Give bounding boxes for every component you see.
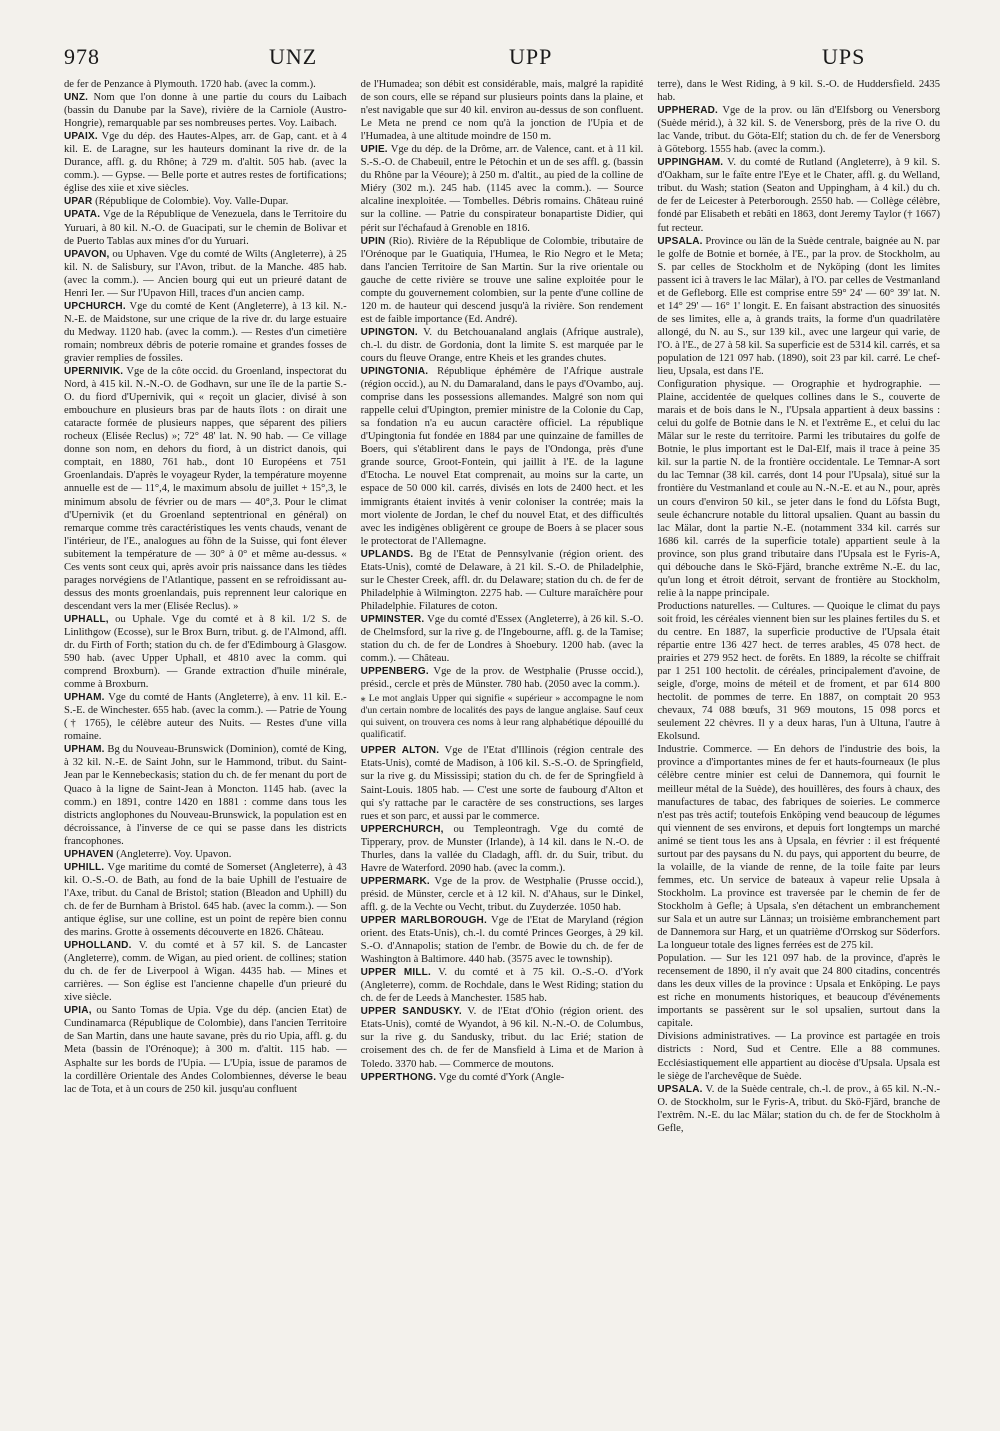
entry-text: Vge du comté d'Essex (Angleterre), à 26 kil. S.-O. de Chelmsford, sur la rive g. de l'Ingebourne, affl. g. de la Tamise; station du ch. de fer de Londres à Shoebury. 1200 hab. (avec la comm.). — Château. — [360, 613, 644, 665]
dictionary-entry — [64, 365, 347, 613]
entry-text: Vge de la prov. de Westphalie (Prusse occid.), présid. de Münster, cercle et à 12 kil. N. d'Ahaus, sur le Dinkel, affl. g. de la Vechte ou Vecht, tribut. du Zuyderzée. 1050 hab. — [360, 875, 644, 913]
entry-text: Industrie. Commerce. — En dehors de l'industrie des bois, la province a d'importantes mines de fer et hauts-fourneaux (le plus célèbre centre minier est celui de Dannemora, qui fournit le meilleur métal de la Suède), des houillères, des fours à chaux, des manufactures de tabac, des fabriques de soieries. Le commerce n'est pas très actif; toutefois Enköping vend beaucoup de légumes qui viennent de ses environs, et depuis fort longtemps un marché animé se tient tous les ans à Upsala, en février : il est fréquenté surtout par des paysans du N. du pays, qui apportent du beurre, de la volaille, de la viande de renne, de la toile faite par leurs femmes, etc. Un service de bateaux à vapeur relie Upsala à Stockholm. La province est traversée par le chemin de fer de Stockholm à Gefle; à Upsala, s'en détachent un embranchement sur Sala et un autre sur Lännaз; un troisième embranchement part de Dannemora sur Harg, et un quatrième d'Orrskog sur Söderfors. La longueur totale des lignes ferrées est de 275 kil. — [657, 744, 941, 952]
entry-text: Configuration physique. — Orographie et hydrographie. — Plaine, accidentée de quelques collines dans le S., couverte de marais et de bois dans le N., l'Upsala appartient à deux bassins : celui du golfe de Botnie dans le N. et l'extrême E., et celui du lac Mälar sur le reste du territoire. Parmi les tributaires du golfe de Botnie, le plus important est le Dal-Elf, mais il trace à peine 35 kil. sur la partie N. de la frontière occidentale. Le Temnar-A sort du lac Temnar (38 kil. carrés, dont 14 pour l'Upsala), situé sur la frontière du Vestmanland et coule au N.-N.-E. et au N., pour, après un cours d'environ 50 kil., se jeter dans le fond du Löfsta Bugt, seule échancrure notable du littoral upsalien. Quant au bassin du lac Mälar, dont la partie N.-E. (notamment 334 kil. carrés sur 1686 kil. carrés de la superficie totale) appartient seule à la province, son plus grand tributaire dans l'Upsala est le Fyris-A, qui débouche dans le Skö-Fjärd, branche extrême N.-E. du lac, qu'un long et étroit détroit, servant de frontière au Stockholm, relie à la nappe principale. — [657, 379, 941, 599]
entry-headword: UPSALA. — [657, 1083, 703, 1095]
entry-text: Population. — Sur les 121 097 hab. de la province, d'après le recensement de 1890, il n'y avait que 24 800 citadins, concentrés dans les deux villes de la province : Upsala et Enköping. Le pays est riche en monuments historiques, et beaucoup d'événements importants se passèrent sur le sol upsalien, surtout dans la capitale. — [657, 953, 941, 1030]
entry-headword: UPPER SANDUSKY. — [360, 1006, 462, 1018]
entry-text: ou Uphale. Vge du comté et à 8 kil. 1/2 S. de Linlithgow (Ecosse), sur le Brox Burn, tribut. g. de l'Almond, affl. dr. du Firth of Forth; station du ch. de fer d'Edimbourg à Glasgow. 590 hab. (avec Upper Uphall, et 4810 avec la comm. qui comprend Broxburn). — Grande extraction d'huile minérale, comme à Broxburn. — [64, 613, 347, 691]
entry-headword: UPPERCHURCH, — [360, 823, 444, 835]
entry-text: Divisions administratives. — La province est partagée en trois districts : Nord, Sud et Centre. Elle a 88 communes. Ecclésiastiquement elle appartient au diocèse d'Upsala. Upsala est le siège de l'archevêque de Suède. — [657, 1031, 941, 1082]
entry-headword: UPHAM. — [64, 692, 105, 704]
dictionary-entry — [657, 600, 940, 744]
entry-text: V. de la Suède centrale, ch.-l. de prov., à 65 kil. N.-N.-O. de Stockholm, sur le Fyris-A, tribut. du Skö-Fjärd, branche de l'extrêm. N.-E. du lac Mälar; station du ch. de fer de Stockholm à Gefle, — [657, 1083, 941, 1134]
entry-text: Vge maritime du comté de Somerset (Angleterre), à 43 kil. O.-S.-O. de Bath, au fond de la baie Uphill de l'estuaire de l'Axe, tribut. du Canal de Bristol; station (Bleadon and Uphill) du ch. de fer de Burnham à Bristol. 645 hab. (avec la comm.). — Son antique église, sur une colline, est un point de repère bien connu des marins. Grotte à ossements découverte en 1826. Château. — [64, 861, 347, 939]
dictionary-entry — [64, 208, 347, 247]
entry-text: ou Uphaven. Vge du comté de Wilts (Angleterre), à 25 kil. N. de Salisbury, sur l'Avon, tribut. de la Manche. 485 hab. (avec la comm.). — Ancien bourg qui eut un prieuré datant de Henri Ier. — Sur l'Upavon Hill, traces d'un ancien camp. — [64, 248, 347, 299]
running-head-left: UNZ — [269, 44, 318, 69]
entry-text: Bg de l'Etat de Pennsylvanie (région orient. des Etats-Unis), comté de Delaware, à 21 kil. S.-O. de Philadelphie, sur le Chester Creek, affl. dr. du Delaware; station du ch. de fer de Philadelphie à Wilmington. 2275 hab. — Culture maraîchère pour Philadelphie. Filatures de coton. — [360, 548, 644, 612]
dictionary-entry — [64, 848, 347, 861]
entry-headword: UPIE. — [360, 144, 388, 156]
column-middle — [361, 78, 644, 1418]
entry-headword: UPAR — [64, 196, 93, 208]
entry-headword: UPHALL, — [64, 613, 109, 625]
column-left — [64, 78, 347, 1418]
entry-text: Nom que l'on donne à une partie du cours du Laibach (bassin du Danube par la Save), rivière de la Carniole (Austro-Hongrie), remarquable par ses nombreuses pertes. Voy. Laibach. — [64, 92, 347, 130]
entry-text: (République de Colombie). Voy. Valle-Dupar. — [95, 196, 289, 208]
dictionary-entry — [64, 743, 347, 847]
dictionary-entry — [64, 195, 347, 208]
entry-headword: UPHILL. — [64, 861, 105, 873]
entry-text: Vge de l'Etat de Maryland (région orient. des Etats-Unis), ch.-l. du comté Princes Georges, à 29 kil. S.-O. d'Annapolis; station de l'embr. de Bowie du ch. de fer de Washington à Baltimore. 440 hab. (3575 avec le township). — [360, 915, 644, 966]
entry-headword: UPIN — [360, 235, 386, 247]
entry-text: ou Santo Tomas de Upia. Vge du dép. (ancien Etat) de Cundinamarca (République de Colombie), dans l'ancien Territoire de San Martin, dans une haute savane, près du rio Upia, affl. g. du Meta (bassin de l'Orénoque); à 300 m. d'altit. 115 hab. — Asphalte sur les bords de l'Upia. — L'Upia, issue de paramos de la cordillère Orientale des Andes Colombiennes, déverse le beau lac de Tota, et à un cours de 250 kil. jusqu'au confluent — [64, 1005, 347, 1095]
entry-headword: UPHAVEN — [64, 848, 114, 860]
dictionary-entry — [64, 861, 347, 939]
entry-text: V. de l'Etat d'Ohio (région orient. des Etats-Unis), comté de Wyandot, à 96 kil. N.-N.-O. de Columbus, sur la rive g. du Sandusky, tribut. du lac Erié; station de croisement des ch. de fer de Mansfield à Lima et de Marion à Toledo. 3370 hab. — Commerce de moutons. — [360, 1006, 644, 1070]
dictionary-entry — [657, 1030, 940, 1082]
entry-headword: UPSALA. — [657, 235, 703, 247]
dictionary-entry — [361, 548, 644, 613]
entry-text: Vge de la prov. de Westphalie (Prusse occid.), présid., cercle et près de Münster. 780 hab. (2050 avec la comm.). — [360, 666, 644, 691]
dictionary-entry — [361, 966, 644, 1005]
dictionary-entry — [64, 300, 347, 365]
text-columns — [64, 78, 940, 1418]
dictionary-entry — [361, 78, 644, 143]
entry-headword: UPIA, — [64, 1005, 92, 1017]
dictionary-entry — [361, 744, 644, 822]
entry-headword: UPAIX. — [64, 131, 98, 143]
entry-text: Bg du Nouveau-Brunswick (Dominion), comté de King, à 32 kil. N.-E. de Saint John, sur le Hammond, tribut. du Saint-Jean par le Kennebeckasis; station du ch. de fer menant du port de Quaco à la ligne de Saint-Jean à Moncton. 1145 hab. (avec la comm.) en 1891, contre 1420 en 1881 : comme dans tous les districts anglophones du Nouveau-Brunswick, la population est en décroissance, à l'inverse de ce qui se passe dans les districts francophones. — [64, 744, 347, 847]
entry-headword: UPPER MILL. — [360, 967, 431, 979]
entry-text: V. du comté et à 57 kil. S. de Lancaster (Angleterre), comm. de Wigan, au pied orient. de collines; station du ch. de fer de Liverpool à Wigan. 4435 hab. — Mines et carrières. — Son église est l'ancienne chapelle d'un prieuré du xive siècle. — [64, 940, 347, 1004]
dictionary-entry — [361, 613, 644, 665]
entry-text: Vge du dép. des Hautes-Alpes, arr. de Gap, cant. et à 4 kil. E. de Laragne, sur les hauteurs dominant la rive dr. de la Durance, affl. g. du Rhône; à 729 m. d'altit. 505 hab. (avec la comm.). — Gypse. — Belle porte et autres restes de fortifications; église des xiie et xive siècles. — [64, 131, 347, 195]
dictionary-entry — [657, 78, 940, 104]
entry-headword: UPPINGHAM. — [657, 157, 724, 169]
entry-headword: UPHOLLAND. — [64, 940, 132, 952]
entry-headword: UPAVON, — [64, 248, 110, 260]
entry-headword: UPPER MARLBOROUGH. — [360, 915, 487, 926]
entry-headword: UPPHERAD. — [657, 105, 719, 117]
entry-headword: UPHAM. — [64, 744, 105, 756]
dictionary-entry — [657, 952, 940, 1030]
entry-text: Vge de la République de Venezuela, dans le Territoire du Yuruari, à 80 kil. N.-O. de Guacipati, sur le chemin de Bolivar et de Puerto Tablas aux mines d'or du Yuruari. — [64, 209, 347, 247]
entry-text: V. du comté de Rutland (Angleterre), à 9 kil. S. d'Oakham, sur le faîte entre l'Eye et le Chater, affl. g. du Welland, tribut. du Wash; station (Seaton and Uppingham, à 4 kil.) du ch. de fer de Leicester à Peterborough. 2550 hab. — Collège célèbre, fondé par Elisabeth et rebâti en 1863, dont Jeremy Taylor († 1667) fut recteur. — [657, 157, 941, 234]
entry-headword: UPERNIVIK. — [64, 366, 124, 378]
entry-text: Vge de la prov. ou län d'Elfsborg ou Venersborg (Suède mérid.), à 32 kil. S. de Venersborg, près de la rive O. du lac Vande, tribut. du Göta-Elf; station du ch. de fer de Venersborg à Göteborg. 1555 hab. (avec la comm.). — [657, 105, 941, 156]
dictionary-entry — [657, 235, 940, 379]
entry-headword: UPPERMARK. — [360, 875, 430, 887]
dictionary-entry — [64, 691, 347, 743]
entry-text: République éphémère de l'Afrique australe (région occid.), au N. du Damaraland, dans le pays d'Ovambo, auj. comprise dans les possessions allemandes. Malgré son nom qui rappelle celui d'Upington, premier ministre de la Colonie du Cap, sa fondation n'a eu aucun caractère officiel. La république d'Upingtonia fut fondée en 1884 par une quinzaine de familles de Boers, qui s'établirent dans le pays de l'Ondonga, près d'une grande source, Groot-Fontein, qui jaillit à l'E. de la lagune d'Etocha. Le nouvel Etat comprenait, au moins sur la carte, un espace de 50 000 kil. carrés, divisés en lots de 2400 hect. et les immigrants étaient invités à venir coloniser la contrée; mais la mort violente de Jordan, le chef du nouvel Etat, et des difficultés avec les indigènes obligèrent ce groupe de Boers à se placer sous le protectorat de l'Allemagne. — [360, 366, 644, 547]
dictionary-entry — [64, 613, 347, 691]
entry-text: V. du comté et à 75 kil. O.-S.-O. d'York (Angleterre), comm. de Rochdale, dans le West Riding; station du ch. de fer de Leeds à Manchester. 1585 hab. — [360, 967, 644, 1005]
dictionary-entry — [64, 130, 347, 195]
dictionary-entry — [64, 248, 347, 300]
dictionary-entry — [64, 1004, 347, 1095]
entry-text: (Angleterre). Voy. Upavon. — [116, 848, 232, 860]
dictionary-entry — [361, 823, 644, 875]
entry-text: Vge de la côte occid. du Groenland, inspectorat du Nord, à 415 kil. N.-N.-O. de Godhavn, sur une île de la partie S.-O. du fiord d'Upernivik, qui « reçoit un glacier, divisé à son embouchure en plusieurs bras par de hauts îlots : on dirait une cataracte formée de plusieurs nappes, que séparent des piliers rocheux (Elisée Reclus) »; 72° 48' lat. N. 90 hab. — Ce village donne son nom, en dehors du fiord, à un district danois, qui comptait, en 1880, 761 hab., dont 10 Européens et 751 Groenlandais. D'après le voyageur Ryder, la température moyenne annuelle est de — 11°,4, le maximum absolu de juillet + 15°,3, le minimum absolu de février ou de mars — 40°,3. Pour le climat d'Upernivik (et du Groenland septentrional en général) on remarque comme très caractéristiques les vents chauds, venant de l'intérieur, de l'E., analogues au föhn de la Suisse, qui font élever subitement la température de — 30° à 0° et même au-dessus. « Ces vents sont ceux qui, après avoir pris naissance dans les tièdes parages norvégiens de l'Atlantique, passent en se refroidissant au-dessus des monts groenlandais, puis reprennent leur calorique en descendant vers la mer (Elisée Reclus). » — [64, 366, 347, 612]
entry-text: Vge du dép. de la Drôme, arr. de Valence, cant. et à 11 kil. S.-S.-O. de Chabeuil, entre le Pétochin et un de ses affl. g. (bassin du Rhône par la Véoure); à 250 m. d'altit., au pied de la colline de Miéry (302 m.). 245 hab. (1145 avec la comm.). — Source alcaline inexploitée. — Tombelles. Débris romains. Château ruiné sur la colline. — Patrie du conspirateur bonapartiste Didier, qui périt sur l'échafaud à Grenoble en 1816. — [360, 144, 644, 234]
entry-text: de fer de Penzance à Plymouth. 1720 hab. (avec la comm.). — [64, 79, 316, 90]
dictionary-entry — [64, 78, 347, 91]
entry-text: terre), dans le West Riding, à 9 kil. S.-O. de Huddersfield. 2435 hab. — [657, 79, 941, 104]
dictionary-entry — [361, 326, 644, 365]
entry-headword: UPCHURCH. — [64, 300, 126, 312]
dictionary-entry — [361, 1071, 644, 1084]
entry-text: Productions naturelles. — Cultures. — Quoique le climat du pays soit froid, les céréales viennent bien sur les plaines fertiles du S. et du centre. En 1887, la superficie productive de l'Upsala était répartie entre 136 427 hect. de terres arables, 45 078 hect. de prairies et 279 952 hect. de forêts. En 1889, la récolte se chiffrait par 1 251 100 hectolit. de céréales, principalement d'avoine, de seigle, d'orge, moins de méteil et de froment, et par 614 800 hectolit. de pommes de terre. En 1887, on comptait 20 953 chevaux, 74 088 bœufs, 31 969 moutons, 15 098 porcs et seulement 22 chèvres. Il y a deux haras, l'un à Ultuna, l'autre à Ekolsund. — [657, 600, 941, 743]
dictionary-entry — [361, 875, 644, 914]
entry-text: (Rio). Rivière de la République de Colombie, tributaire de l'Orénoque par le Guatiquia, l'Humea, le Rio Negro et le Meta; dans l'ancien Territoire de San Martin. Sur la rive orientale ou gauche de cette rivière se trouve une saline exploitée pour le compte du gouvernement colombien, sur la pente d'une colline de 120 m. de hauteur qui descend jusqu'à la rivière. Son rendement est de faible importance (Ed. André). — [360, 235, 644, 325]
dictionary-entry — [361, 914, 644, 966]
entry-headword: UPLANDS. — [360, 548, 414, 560]
entry-headword: UNZ. — [64, 92, 89, 104]
column-right — [657, 78, 940, 1418]
dictionary-entry — [361, 1005, 644, 1070]
dictionary-entry — [657, 104, 940, 156]
entry-text: Vge de l'Etat d'Illinois (région centrale des Etats-Unis), comté de Madison, à 106 kil. S.-S.-O. de Springfield, sur la rive g. du Mississipi; station du ch. de fer de Springfield à Saint-Louis. 1805 hab. — C'est une sorte de faubourg d'Alton et qui s'y rattache par le caractère de ses constructions, ses larges rues et son parc, et aussi par le commerce. — [360, 745, 644, 822]
dictionary-entry — [64, 91, 347, 130]
entry-headword: UPPENBERG. — [360, 666, 429, 678]
entry-headword: UPINGTON. — [360, 326, 418, 338]
entry-headword: UPPERTHONG. — [360, 1071, 437, 1083]
entry-text: Province ou län de la Suède centrale, baignée au N. par le golfe de Botnie et bornée, à l'E., par la prov. de Stockholm, au S. par celles de Stockholm et de Nyköping (dont les limites passent ici à travers le lac Mälar), à l'O. par celles de Vestmanland et de Gefleborg. Elle est comprise entre 59° 24' — 60° 39' lat. N. et 14° 29' — 16° 1' longit. E. En faisant abstraction des sinuosités de ses limites, elle a, à grands traits, la forme d'un quadrilatère allongé, du N. au S., sur 139 kil., avec une largeur qui varie, de l'O. à l'E., de 27 à 58 kil. Sa superficie est de 5314 kil. carrés, et sa population de 121 097 hab. (1890), soit 23 par kil. carré. Le chef-lieu, Upsala, est dans l'E. — [657, 235, 941, 378]
entry-headword: UPINGTONIA. — [360, 366, 429, 378]
page-number: 978 — [64, 44, 100, 69]
dictionary-entry — [657, 378, 940, 600]
entry-text: Vge du comté d'York (Angle- — [438, 1071, 565, 1083]
entry-headword: UPPER ALTON. — [360, 745, 440, 757]
dictionary-entry — [64, 939, 347, 1004]
dictionary-entry — [657, 1083, 940, 1135]
entry-text: Vge du comté de Hants (Angleterre), à env. 11 kil. E.-S.-E. de Winchester. 655 hab. (avec la comm.). — Patrie de Young († 1765), le célèbre auteur des Nuits. — Restes d'une villa romaine. — [64, 692, 347, 743]
dictionary-entry — [361, 665, 644, 691]
entry-text: V. du Betchouanaland anglais (Afrique australe), ch.-l. du distr. de Gordonia, dont la limite S. est marquée par le cours du fleuve Orange, entre Kheis et les grandes chutes. — [360, 326, 644, 364]
running-head-right: UPS — [822, 44, 866, 69]
entry-text: ou Templeontragh. Vge du comté de Tipperary, prov. de Munster (Irlande), à 14 kil. dans le N.-O. de Thurles, dans la vallée du Cladagh, affl. dr. du Suir, tribut. du Havre de Waterford. 2090 hab. (avec la comm.). — [360, 823, 644, 874]
running-head-center: UPP — [509, 44, 553, 69]
dictionary-entry — [361, 235, 644, 326]
dictionary-entry — [657, 156, 940, 234]
entry-text: ⁎ Le mot anglais Upper qui signifie « supérieur » accompagne le nom d'un certain nombre de localités des pays de langue anglaise. Sauf ceux qui suivent, on trouvera ces noms à leur rang alphabétique dépouillé du qualificatif. — [360, 693, 644, 740]
dictionary-entry — [361, 693, 644, 740]
entry-headword: UPMINSTER. — [360, 613, 425, 625]
dictionary-entry — [657, 743, 940, 952]
entry-text: Vge du comté de Kent (Angleterre), à 13 kil. N.-N.-E. de Maidstone, sur une crique de la rive dr. du large estuaire du Medway. 1120 hab. (avec la comm.). — Restes d'un cimetière romain; nombreux débris de poterie romaine et grandes fosses de gravier remplies de fossiles. — [64, 300, 347, 364]
dictionary-entry — [361, 365, 644, 548]
entry-text: de l'Humadea; son débit est considérable, mais, malgré la rapidité de son cours, elle se répand sur plusieurs points dans la plaine, et n'est navigable que sur 40 kil. environ au-dessus de son confluent. Le Meta ne prend ce nom qu'à la jonction de l'Upia et de l'Humadea, à une altitude moindre de 150 m. — [360, 79, 644, 143]
entry-headword: UPATA. — [64, 209, 101, 221]
dictionary-entry — [361, 143, 644, 234]
